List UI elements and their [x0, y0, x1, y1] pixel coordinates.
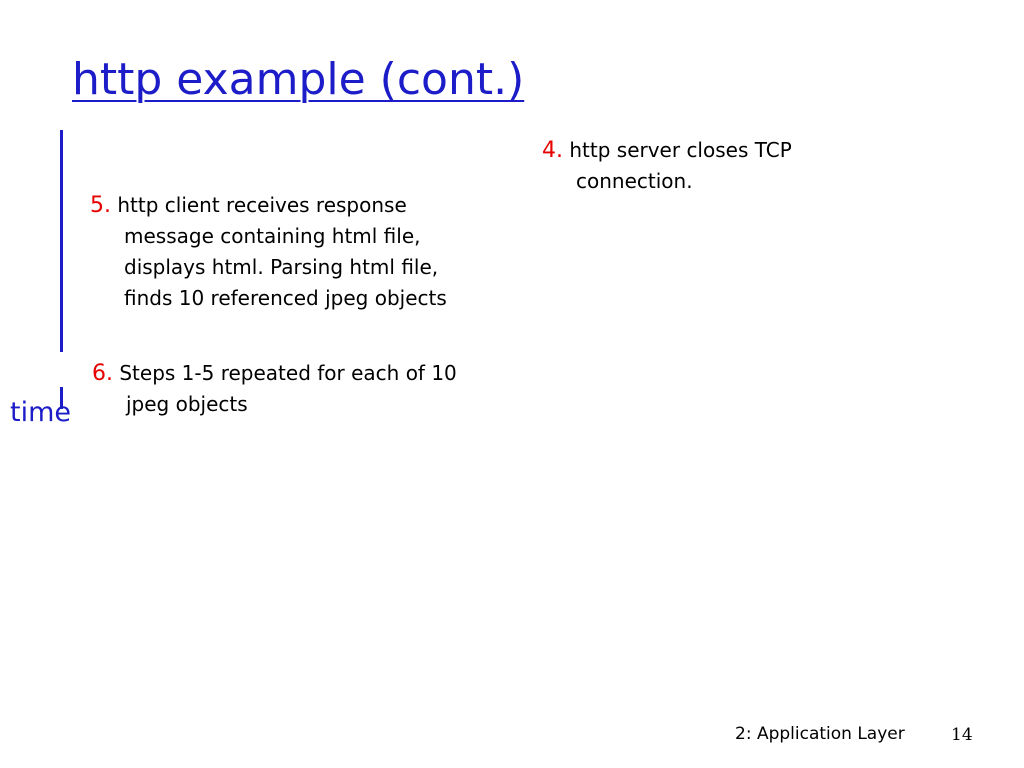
page-number: 14 [951, 725, 973, 745]
step-4 [542, 135, 872, 197]
step-6-number: 6. [92, 361, 113, 386]
step-4-number: 4. [542, 138, 563, 163]
step-5-number: 5. [90, 193, 111, 218]
step-4-text: http server closes TCP connection. [569, 138, 792, 193]
time-axis-line-upper [60, 130, 63, 352]
step-6 [92, 358, 492, 420]
step-5-text: http client receives response message containing html file, displays html. Parsing html file, finds 10 referenced jpeg objects [117, 193, 447, 310]
time-label: time [10, 397, 72, 428]
slide-title: http example (cont.) [72, 54, 525, 105]
step-5 [90, 190, 490, 314]
step-6-text: Steps 1-5 repeated for each of 10 jpeg objects [119, 361, 457, 416]
footer-section-label: 2: Application Layer [735, 724, 905, 744]
